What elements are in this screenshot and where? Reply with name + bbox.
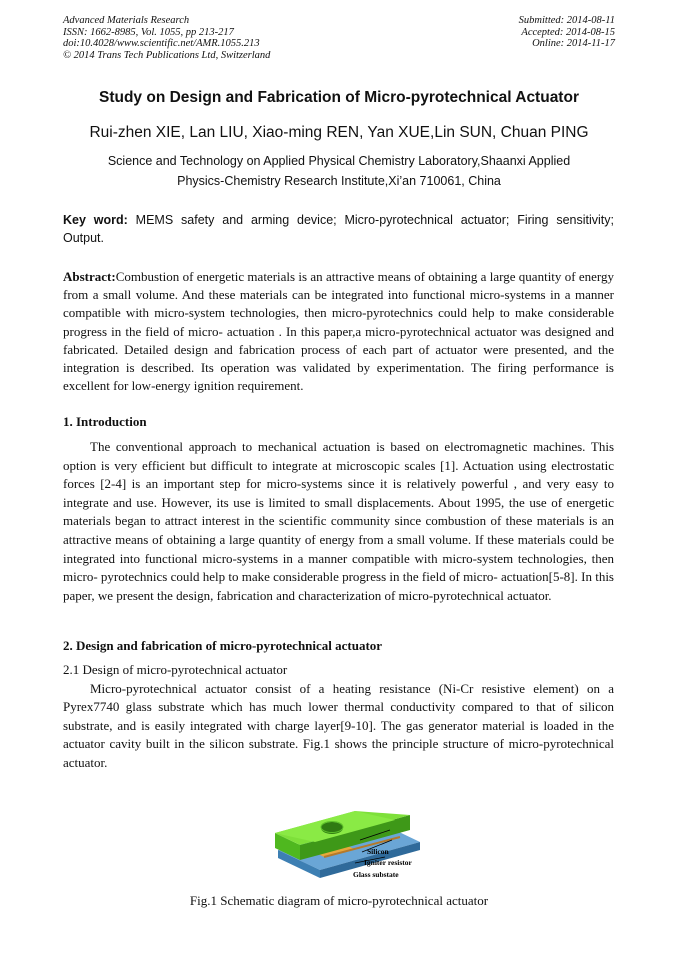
journal-header-right [519,15,615,50]
affiliation-line-2: Physics-Chemistry Research Institute,Xi’an 710061, China [177,174,501,188]
affiliation [0,151,678,191]
figure-1-caption: Fig.1 Schematic diagram of micro-pyrotechnical actuator [189,893,489,908]
submitted-date: Submitted: 2014-08-11 [518,15,615,26]
abstract-label: Abstract: [63,269,116,284]
doi-line[interactable]: doi:10.4028/www.scientific.net/AMR.1055.213 [63,38,260,49]
actuator-schematic-figure [270,800,430,885]
copyright-line: © 2014 Trans Tech Publications Ltd, Switzerland [63,49,271,61]
section-1-heading: 1. Introduction [63,414,147,429]
label-glass-substrate: Glass substate [353,870,399,879]
paper-title: Study on Design and Fabrication of Micro-pyrotechnical Actuator [99,89,579,106]
online-date: Online: 2014-11-17 [532,38,615,49]
design-paragraph: Micro-pyrotechnical actuator consist of a heating resistance (Ni-Cr resistive element) on a Pyrex7740 glass substrate which has much lower thermal conductivity compared to that of silicon substrate, and is easily integrated with charge layer[9-10]. The gas generator material is loaded in the actuator cavity built in the silicon substrate. Fig.1 shows the principle structure of micro-pyrotechnical actuator. [63,681,614,770]
keywords-text: MEMS safety and arming device; Micro-pyrotechnical actuator; Firing sensitivity; Output. [63,213,614,245]
keywords-label: Key word: [63,213,128,227]
introduction-paragraph: The conventional approach to mechanical actuation is based on electromagnetic machines. This option is very efficient but difficult to integrate at microscopic scales [1]. Actuation using electrostatic forces [2-4] is an important step for micro-systems since it is relatively powerful , and very easy to integrate and use. However, its use is limited to small displacements. About 1995, the use of energetic materials began to attract interest in the scientific community since combustion of these materials is an attractive means of obtaining a large quantity of energy from a small volume. If these materials could be integrated into functional micro-systems in a manner compatible with micro-system technologies, then micro- pyrotechnics could help to make considerable progress in the field of micro- actuation[5-8]. In this paper, we present the design, fabrication and characterization of micro-pyrotechnical actuator. [63,439,614,603]
label-igniter-resistor: Igniter resistor [364,858,412,867]
author-list: Rui-zhen XIE, Lan LIU, Xiao-ming REN, Yan XUE,Lin SUN, Chuan PING [89,124,589,141]
keywords-paragraph [63,211,614,247]
abstract-paragraph [63,268,614,395]
journal-header-left [63,15,270,61]
journal-name: Advanced Materials Research [63,15,190,26]
subsection-2-1-heading: 2.1 Design of micro-pyrotechnical actuator [63,662,288,677]
affiliation-line-1: Science and Technology on Applied Physical Chemistry Laboratory,Shaanxi Applied [107,154,571,168]
issn-line: ISSN: 1662-8985, Vol. 1055, pp 213-217 [63,26,234,38]
section-2-heading: 2. Design and fabrication of micro-pyrotechnical actuator [63,638,383,653]
abstract-text: Combustion of energetic materials is an attractive means of obtaining a large quantity of energy from a small volume. And these materials can be integrated into functional micro-systems in a manner compatible with micro-system technologies, then micro-pyrotechnics could help to make considerable progress in the field of micro- actuation . In this paper,a micro-pyrotechnical actuator was designed and fabricated. Detailed design and fabrication process of each part of actuator were presented, and the integration is described. Its operation was validated by experimentation. The firing performance is excellent for low-energy ignition requirement. [63,269,614,394]
accepted-date: Accepted: 2014-08-15 [521,26,615,38]
label-silicon: Silicon [367,847,389,856]
